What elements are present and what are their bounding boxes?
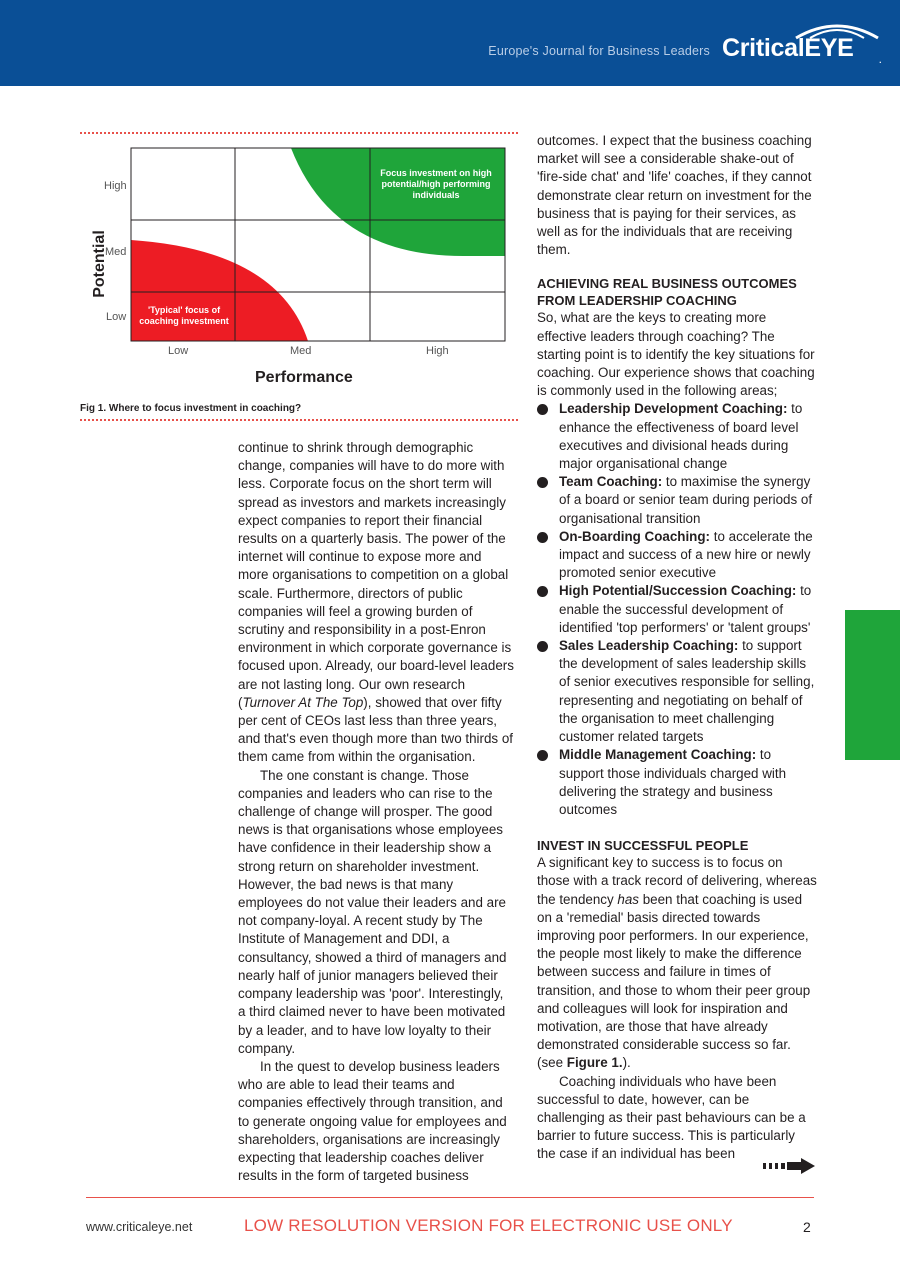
bullet-icon (537, 477, 548, 488)
list-item: Middle Management Coaching: to support those individuals charged with delivering the strategy and business outcomes (537, 746, 817, 819)
logo-dot: . (878, 52, 882, 66)
y-tick-low: Low (106, 311, 127, 323)
y-axis-title: Potential (91, 230, 108, 298)
low-resolution-notice: LOW RESOLUTION VERSION FOR ELECTRONIC USE ONLY (244, 1216, 733, 1235)
bullet-icon (537, 750, 548, 761)
right-paragraph-3: A significant key to success is to focus on those with a track record of delivering, whereas the tendency has been that coaching is used on a 'remedial' basis directed towards improving poor performers. In our experience, the people most likely to make the difference between success and failure in times of transition, and those to whom their peer group and colleagues will look for inspiration and motivation, are those that have already demonstrated considerable success so far. (see Figure 1.). (537, 855, 817, 1071)
coaching-areas-list (537, 400, 817, 819)
criticaleye-logo (722, 34, 882, 68)
x-tick-med: Med (290, 345, 312, 357)
right-paragraph-1: outcomes. I expect that the business coaching market will see a considerable shake-out of 'fire-side chat' and 'life' coaches, if they cannot demonstrate clear return on investment for the business that is paying for their services, as well as for the individuals that are receiving them. (537, 133, 812, 258)
bullet-icon (537, 404, 548, 415)
bullet-icon (537, 641, 548, 652)
red-zone-label: 'Typical' focus of coaching investment (139, 305, 229, 326)
x-tick-low: Low (168, 345, 189, 357)
bullet-icon (537, 586, 548, 597)
header-bar (0, 0, 900, 86)
green-focus-zone (291, 148, 505, 256)
right-paragraph-2: So, what are the keys to creating more effective leaders through coaching? The starting point is to identify the key situations for coaching. Our experience shows that coaching is commonly used in the following areas; (537, 310, 815, 399)
y-tick-high: High (104, 180, 127, 192)
x-axis-title: Performance (255, 369, 353, 386)
page-number: 2 (803, 1219, 811, 1235)
bullet-icon (537, 532, 548, 543)
potential-performance-matrix (78, 140, 518, 410)
figure-top-divider (80, 132, 518, 134)
header-tagline: Europe's Journal for Business Leaders (488, 44, 710, 58)
list-item: Sales Leadership Coaching: to support the development of sales leadership skills of senior executives responsible for selling, representing and negotiating on behalf of the organisation to meet challenging customer related targets (537, 637, 817, 746)
continue-arrow-icon (763, 1158, 815, 1174)
list-item: Team Coaching: to maximise the synergy of a board or senior team during periods of organisational transition (537, 473, 817, 528)
list-item: On-Boarding Coaching: to accelerate the impact and success of a new hire or newly promoted senior executive (537, 528, 817, 583)
list-item: High Potential/Succession Coaching: to enable the successful development of identified 'top performers' or 'talent groups' (537, 582, 817, 637)
section-heading-outcomes: ACHIEVING REAL BUSINESS OUTCOMES FROM LEADERSHIP COACHING (537, 276, 797, 309)
footer-divider (86, 1197, 814, 1198)
green-zone-label: Focus investment on high potential/high performing individuals (380, 168, 492, 200)
right-column (537, 132, 817, 1164)
left-paragraph-3: In the quest to develop business leaders who are able to lead their teams and companies effectively through transition, and to generate ongoing value for employees and shareholders, organisations are increasingly expecting that leadership coaches deliver results in the form of targeted business (238, 1058, 507, 1184)
x-tick-high: High (426, 345, 449, 357)
section-heading-invest: INVEST IN SUCCESSFUL PEOPLE (537, 838, 749, 854)
eye-arc-icon (792, 20, 882, 40)
footer-url-link[interactable]: www.criticaleye.net (86, 1220, 193, 1234)
figure-bottom-divider (80, 419, 518, 421)
left-column (238, 439, 514, 1185)
y-tick-med: Med (105, 246, 127, 258)
list-item: Leadership Development Coaching: to enhance the effectiveness of board level executives and divisional heads during major organisational change (537, 400, 817, 473)
left-paragraph-2: The one constant is change. Those companies and leaders who can rise to the challenge of change will prosper. The good news is that organisations whose employees have confidence in their leadership show a strong return on shareholder investment. However, the bad news is that many employees do not value their leaders and are not company-loyal. A recent study by The Institute of Management and DDI, a consultancy, showed a third of managers and nearly half of junior managers believed their company leadership was 'poor'. Interestingly, a third claimed never to have been motivated by a leader, and to have low loyalty to their company. (238, 767, 507, 1056)
right-paragraph-4: Coaching individuals who have been successful to date, however, can be challenging as their past behaviours can be a barrier to future success. This is particularly the case if an individual has been (537, 1073, 806, 1162)
section-side-tab (845, 610, 900, 760)
figure-caption: Fig 1. Where to focus investment in coaching? (80, 403, 302, 414)
logo-wordmark: CriticalEYE (722, 34, 854, 62)
left-paragraph-1: continue to shrink through demographic change, companies will have to do more with less. Corporate focus on the short term will spread as investors and markets increasingly expect companies to report their financial results on a quarterly basis. The power of the internet will continue to expose more and more organisations to competition on a global scale. Furthermore, directors of public companies will feel a growing burden of scrutiny and responsibility in a post-Enron environment in which corporate governance is focused upon. Already, our board-level leaders are not lasting long. Our own research (Turnover At The Top), showed that over fifty per cent of CEOs last less than three years, and that's even though more than two thirds of them came from within the organisation. (238, 440, 514, 765)
